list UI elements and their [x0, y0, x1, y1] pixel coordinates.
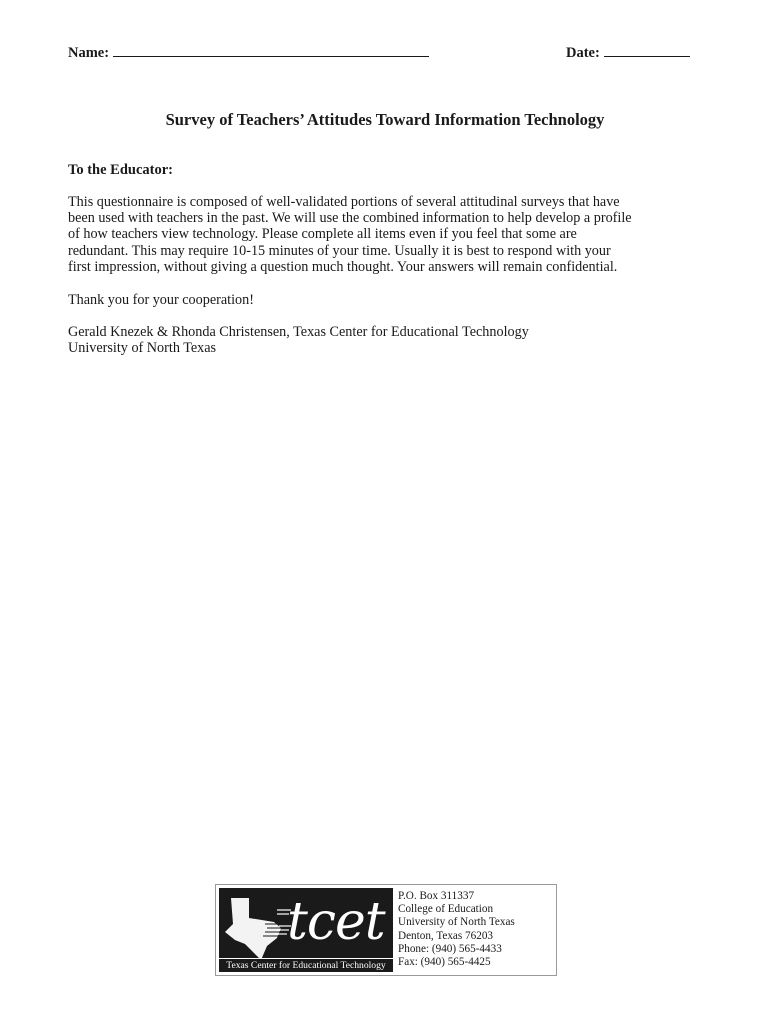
signature-university: University of North Texas	[68, 340, 217, 357]
intro-line: This questionnaire is composed of well-validated portions of several attitudinal surveys that have	[68, 194, 620, 210]
tcet-logo	[219, 888, 393, 972]
name-label: Name:	[68, 45, 110, 61]
footer-contact-box	[215, 884, 557, 976]
name-input-line[interactable]	[113, 42, 429, 57]
fax-line: Fax: (940) 565-4425	[398, 956, 491, 969]
intro-line: redundant. This may require 10-15 minutes of your time. Usually it is best to respond with your	[68, 242, 611, 259]
date-input-line[interactable]	[604, 42, 690, 57]
signature-authors: Gerald Knezek & Rhonda Christensen, Texas Center for Educational Technology	[68, 324, 529, 340]
address-line: College of Education	[398, 903, 494, 916]
intro-line: first impression, without giving a question much thought. Your answers will remain confidential.	[68, 258, 618, 275]
date-field[interactable]	[566, 42, 690, 62]
address-line: University of North Texas	[398, 916, 515, 929]
intro-paragraph	[68, 194, 688, 275]
page-title: Survey of Teachers’ Attitudes Toward Information Technology	[165, 110, 605, 129]
address-line: Denton, Texas 76203	[398, 929, 494, 942]
address-line: P.O. Box 311337	[398, 890, 475, 902]
logo-caption: Texas Center for Educational Technology	[219, 958, 393, 972]
logo-wordmark: tcet	[287, 892, 385, 952]
intro-line: been used with teachers in the past. We will use the combined information to help develop a profile	[68, 210, 632, 227]
contact-address	[398, 890, 515, 969]
intro-line: of how teachers view technology. Please complete all items even if you feel that some are	[68, 226, 577, 243]
signature-block	[68, 324, 529, 357]
date-label: Date:	[566, 45, 600, 61]
greeting: To the Educator:	[68, 162, 173, 178]
thanks-text: Thank you for your cooperation!	[68, 292, 254, 308]
name-field[interactable]	[68, 42, 429, 62]
phone-line: Phone: (940) 565-4433	[398, 942, 502, 955]
